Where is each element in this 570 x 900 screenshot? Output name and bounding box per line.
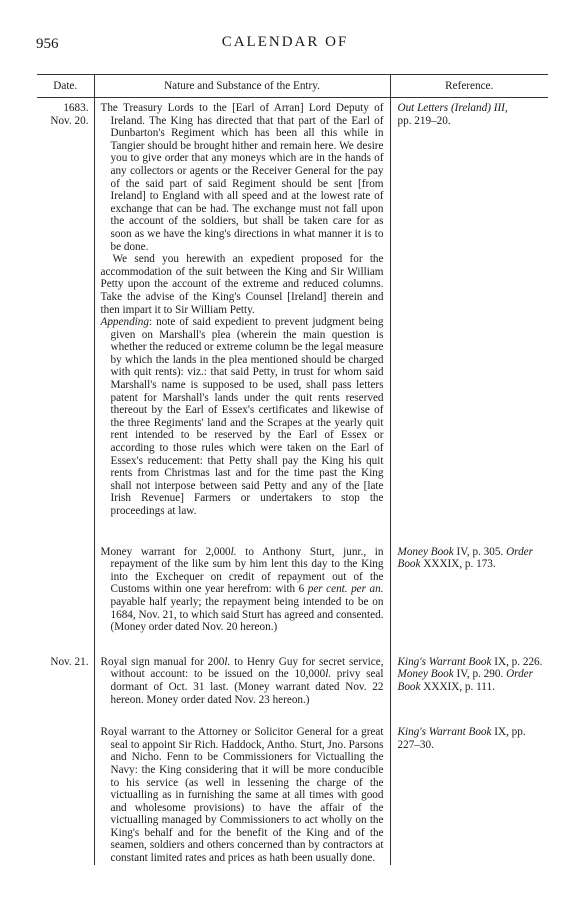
money-unit: l. xyxy=(230,545,237,558)
entry-cell xyxy=(94,634,390,706)
table-row xyxy=(37,634,548,706)
reference-book: Order Book xyxy=(397,668,533,693)
column-header-entry: Nature and Substance of the Entry. xyxy=(94,75,390,98)
running-title: CALENDAR OF xyxy=(221,34,349,50)
table-row xyxy=(37,98,548,528)
table-header-row xyxy=(37,75,548,98)
reference-detail: XXXIX, p. 111. xyxy=(420,680,495,693)
table-row xyxy=(37,528,548,634)
reference-text: Out Letters (Ireland) III, xyxy=(397,102,508,114)
date-cell xyxy=(37,98,94,528)
reference-book: King's Warrant Book xyxy=(397,726,492,739)
entry-paragraph-text: We send you herewith an expedient proposed for the accommodation of the suit between the King and Sir William Petty upon the account of the extreme and reduced columns. Take the advise of the King's Counsel [Ireland] therein and then impart it to Sir William Petty. xyxy=(100,253,384,316)
entry-text: Royal sign manual for 200 xyxy=(100,655,225,668)
entry-cell xyxy=(94,706,390,865)
reference-detail: IX, pp. 227–30. xyxy=(397,726,526,751)
entry-text: Money warrant for 2,000 xyxy=(100,545,231,558)
appending-paragraph xyxy=(101,316,384,518)
reference-book: Order Book xyxy=(397,545,533,571)
entry-paragraph: Royal warrant to the Attorney or Solicitor General for a great seal to appoint Sir Rich. Haddock, Antho. Sturt, Jno. Parsons and Nicho. Fenn to be Commissioners for Victualling the Navy: the King considering that it will be more conducible to his service (as well in lessening the charge of the victualling as in furnishing the same at all times with good and wholesome provisions) to have the affair of the victualling managed by Commissioners to act wholly on the King's behalf and for the benefit of the King and of the seamen, soldiers and others concerned than by contractors at constant limited rates and prices as hath been usually done. xyxy=(100,726,384,865)
reference-detail: IV, p. 305. xyxy=(453,545,507,558)
entry-cell xyxy=(94,528,390,634)
date-cell xyxy=(37,528,94,634)
table-row xyxy=(37,706,548,865)
rate-text: per cent. per an. xyxy=(307,583,384,596)
entry-text: to Henry Guy for secret service, without account: to be issued on the 10,000 xyxy=(110,655,384,681)
entry-year: 1683. xyxy=(63,102,89,114)
reference-detail: IX, p. 226. xyxy=(491,655,543,668)
page-header xyxy=(0,0,570,60)
reference-cell xyxy=(390,634,548,706)
reference-book: Money Book xyxy=(397,668,454,681)
reference-cell xyxy=(390,706,548,865)
column-header-date: Date. xyxy=(37,75,94,98)
reference-cell xyxy=(390,98,548,528)
reference-book: Money Book xyxy=(397,545,454,558)
entry-date: Nov. 21. xyxy=(50,655,89,668)
calendar-table xyxy=(37,74,548,865)
entry-paragraph xyxy=(101,253,384,316)
money-unit: l. xyxy=(325,668,332,681)
entry-paragraph xyxy=(101,546,384,634)
reference-cell xyxy=(390,528,548,634)
entry-cell xyxy=(94,98,390,528)
reference-book: King's Warrant Book xyxy=(397,655,492,668)
money-unit: l. xyxy=(224,655,231,668)
appending-label: Appending xyxy=(100,316,149,329)
entry-paragraph xyxy=(101,656,384,706)
date-cell xyxy=(37,634,94,706)
page-number: 956 xyxy=(36,36,59,52)
entry-text: to Anthony Sturt, junr., in repayment of the like sum by him lent this day to the King into the Exchequer on credit of repayment out of the Customs within one year herefrom: with 6 xyxy=(110,545,384,596)
column-header-reference: Reference. xyxy=(390,75,548,98)
reference-detail: XXXIX, p. 173. xyxy=(420,558,496,571)
reference-detail: IV, p. 290. xyxy=(453,668,507,681)
entry-text: privy seal dormant of Oct. 31 last. (Money warrant dated Nov. 22 hereon. Money order dated Nov. 23 hereon.) xyxy=(110,668,384,706)
reference-pages: pp. 219–20. xyxy=(397,114,451,127)
appending-text: : note of said expedient to prevent judgment being given on Marshall's plea (wherein the main question is whether the reduced or extreme column be the legal measure by which the lands in the plea mentioned should be charged with quit rents): viz.: that said Petty, in trust for whom said Marshall's name is supposed to be used, shall pass letters patent for Marshall's lands under the quit rents reserved thereout by the Earl of Essex's certificates and likewise of the three Regiments' land and the Scrapes at the yearly quit rent intended to be reserved by the Earl of Essex or according to those rules which were taken on the Earl of Essex's reducement: that Petty shall pay the King his quit rents from Christmas last and for the time past the King shall not interpose between said Petty and any of the [late Irish Revenue] Farmers or undertakers to stop the proceedings at law. xyxy=(110,316,384,517)
entry-text: payable half yearly; the repayment being intended to be on 1684, Nov. 21, to which said Sturt has agreed and consented. (Money order dated Nov. 20 hereon.) xyxy=(110,595,384,634)
date-cell xyxy=(37,706,94,865)
entry-paragraph: The Treasury Lords to the [Earl of Arran] Lord Deputy of Ireland. The King has directed that that part of the Earl of Dunbarton's Regiment which has been all this while in Tangier should be brought hither and remain here. We desire you to give order that any moneys which are in the hands of any collectors or agents or the Receiver General for the pay of the said part of said Regiment should be sent [from Ireland] to England with all speed and at the lowest rate of exchange that can be had. The exchange must not fall upon the account of the soldiers, but shall be taken care for as soon as we have the king's directions in what manner it is to be done. xyxy=(100,102,384,253)
entry-date: Nov. 20. xyxy=(50,114,89,127)
